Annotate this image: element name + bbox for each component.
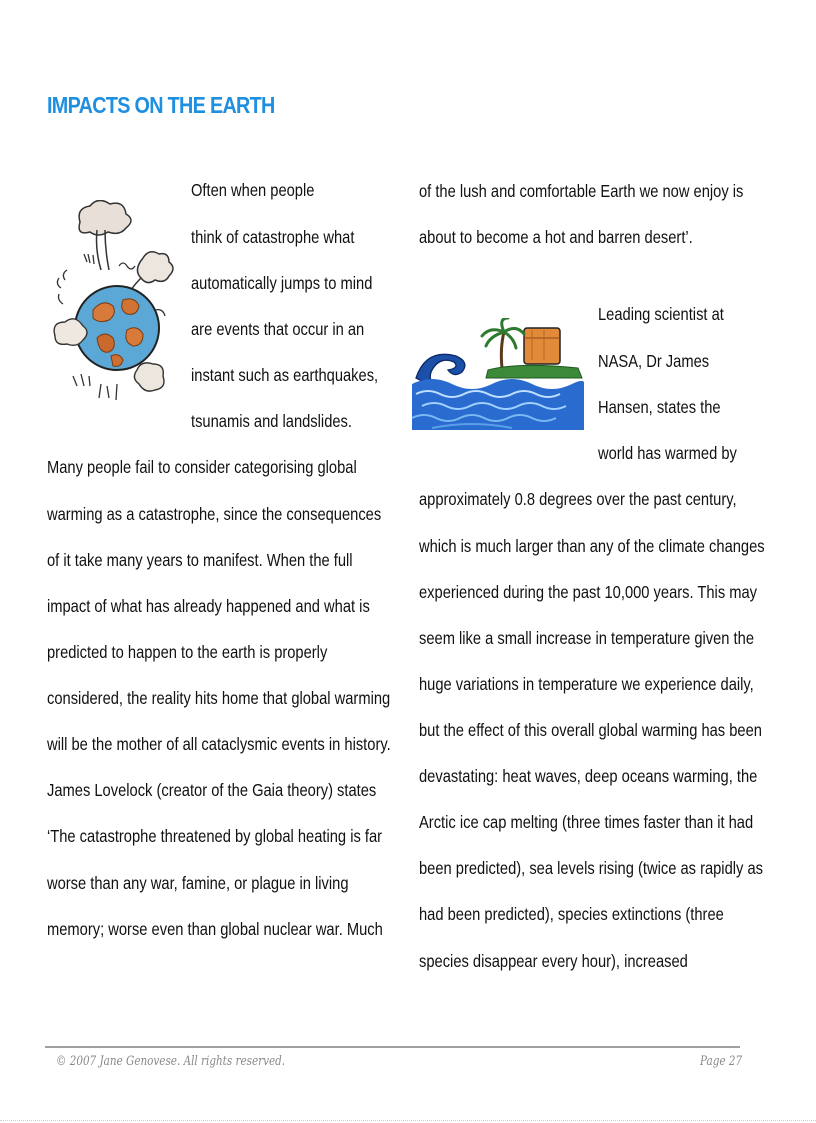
text-line: of the lush and comfortable Earth we now enjoy is xyxy=(419,181,744,201)
page-bottom-border xyxy=(0,1120,816,1121)
text-line: which is much larger than any of the climate changes xyxy=(419,536,765,556)
text-line: think of catastrophe what xyxy=(191,227,355,247)
text-line: James Lovelock (creator of the Gaia theory) states xyxy=(47,780,377,800)
text-line: worse than any war, famine, or plague in living xyxy=(47,873,349,893)
text-line: memory; worse even than global nuclear war. Much xyxy=(47,919,383,939)
tsunami-island-illustration xyxy=(412,318,584,430)
text-line: predicted to happen to the earth is properly xyxy=(47,642,328,662)
text-line: Often when people xyxy=(191,180,315,200)
text-line: will be the mother of all cataclysmic events in history. xyxy=(47,734,391,754)
text-line: instant such as earthquakes, xyxy=(191,365,379,385)
text-line: species disappear every hour), increased xyxy=(419,951,688,971)
text-line: warming as a catastrophe, since the consequences xyxy=(47,504,382,524)
footer-page-number: Page 27 xyxy=(700,1054,743,1069)
text-line: Leading scientist at xyxy=(598,304,724,324)
text-line: considered, the reality hits home that global warming xyxy=(47,688,391,708)
text-line: had been predicted), species extinctions (three xyxy=(419,904,724,924)
text-line: been predicted), sea levels rising (twice as rapidly as xyxy=(419,858,763,878)
text-line: huge variations in temperature we experience daily, xyxy=(419,674,754,694)
text-line: Arctic ice cap melting (three times faster than it had xyxy=(419,812,754,832)
footer-divider xyxy=(45,1046,740,1048)
text-line: ‘The catastrophe threatened by global heating is far xyxy=(47,826,383,846)
text-line: Many people fail to consider categorising global xyxy=(47,457,357,477)
text-line: approximately 0.8 degrees over the past century, xyxy=(419,489,737,509)
text-line: Hansen, states the xyxy=(598,397,721,417)
text-line: are events that occur in an xyxy=(191,319,365,339)
text-line: NASA, Dr James xyxy=(598,351,710,371)
text-line: tsunamis and landslides. xyxy=(191,411,352,431)
text-line: of it take many years to manifest. When the full xyxy=(47,550,353,570)
text-line: experienced during the past 10,000 years. This may xyxy=(419,582,758,602)
text-line: seem like a small increase in temperature given the xyxy=(419,628,755,648)
footer-copyright: © 2007 Jane Genovese. All rights reserved. xyxy=(56,1054,286,1069)
earth-disasters-illustration xyxy=(45,200,185,440)
text-line: world has warmed by xyxy=(598,443,737,463)
text-line: devastating: heat waves, deep oceans warming, the xyxy=(419,766,758,786)
page-heading: IMPACTS ON THE EARTH xyxy=(47,92,275,118)
text-line: automatically jumps to mind xyxy=(191,273,373,293)
text-line: impact of what has already happened and what is xyxy=(47,596,370,616)
text-line: but the effect of this overall global warming has been xyxy=(419,720,762,740)
text-line: about to become a hot and barren desert’. xyxy=(419,227,693,247)
